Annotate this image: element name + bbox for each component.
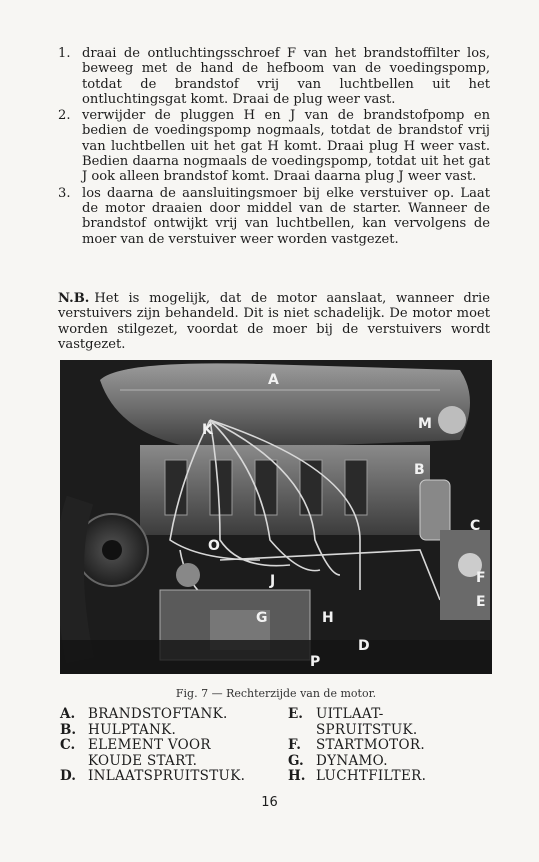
legend-item: B. HULPTANK.: [60, 721, 177, 738]
nb-text: Het is mogelijk, dat de motor aanslaat, wanneer drie verstuivers zijn behandeld. Dit is niet schadelijk. De motor moet worden stilgezet, voordat de moer bij de verstuivers wordt vastgezet.: [58, 291, 490, 352]
photo-label-f: F: [476, 570, 486, 586]
nb-label: N.B.: [58, 291, 90, 307]
engine-photo: [60, 360, 492, 674]
engine-illustration: [60, 360, 492, 674]
photo-label-a: A: [268, 372, 279, 388]
legend-item: F. STARTMOTOR.: [288, 737, 425, 754]
photo-label-b: B: [414, 462, 425, 478]
photo-label-o: O: [208, 538, 220, 554]
legend-item: SPRUITSTUK.: [316, 721, 418, 738]
step-2: [58, 108, 490, 184]
legend-item: A. BRANDSTOFTANK.: [60, 706, 228, 722]
photo-label-p: P: [310, 654, 321, 670]
step-number: 1.: [58, 46, 71, 61]
photo-label-g: G: [256, 610, 268, 626]
step-3: [58, 186, 490, 247]
photo-label-e: E: [476, 594, 486, 610]
step-text: draai de ontluchtingsschroef F van het brandstoffilter los, beweeg met de hand de hefboom van de voedingspomp, totdat de brandstof vrij van luchtbellen uit het ontluchtingsgat komt. Draai de plug weer vast.: [82, 46, 490, 107]
photo-label-m: M: [418, 416, 432, 432]
legend-right: [288, 707, 488, 785]
photo-label-c: C: [470, 518, 481, 534]
photo-label-j: J: [270, 573, 276, 589]
photo-label-h: H: [322, 610, 334, 626]
step-number: 2.: [58, 108, 71, 124]
legend-item: E. UITLAAT-: [288, 706, 384, 722]
legend-item: H. LUCHTFILTER.: [288, 768, 427, 785]
legend-item: G. DYNAMO.: [288, 752, 388, 769]
photo-label-d: D: [358, 638, 370, 654]
legend-item: KOUDE START.: [88, 752, 198, 769]
figure-caption: Fig. 7 — Rechterzijde van de motor.: [175, 687, 377, 700]
legend-left: [60, 707, 290, 785]
photo-label-k: K: [202, 422, 213, 438]
step-text: verwijder de pluggen H en J van de brandstofpomp en bedien de voedingspomp nogmaals, totdat de brandstof vrij van luchtbellen uit het gat H komt. Draai plug H weer vast. Bedien daarna nogmaals de voedingspomp, totdat uit het gat J ook alleen brandstof komt. Draai daarna plug J weer vast.: [82, 108, 490, 185]
step-1: [58, 46, 490, 107]
nb-note: [58, 291, 490, 352]
legend-item: C. ELEMENT VOOR: [60, 737, 211, 754]
legend-item: D. INLAATSPRUITSTUK.: [60, 768, 246, 785]
page-number: 16: [261, 795, 278, 810]
instruction-steps: [58, 46, 490, 248]
step-text: los daarna de aansluitingsmoer bij elke verstuiver op. Laat de motor draaien door middel van de starter. Wanneer de brandstof ontwijkt vrij van luchtbellen, kan vervolgens de moer van de verstuiver weer worden vastgezet.: [82, 185, 490, 247]
step-number: 3.: [58, 185, 71, 201]
